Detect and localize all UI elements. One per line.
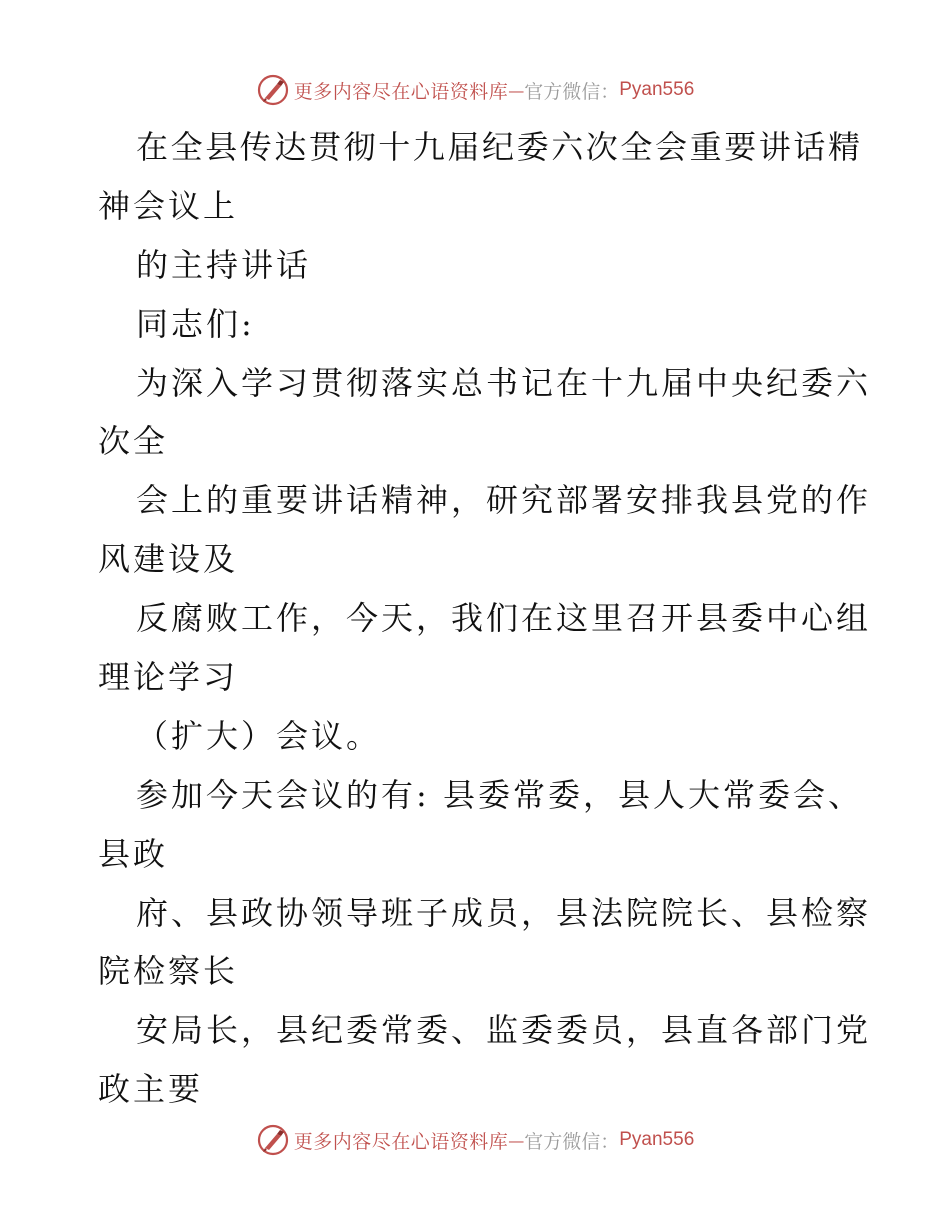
text-line: 参加今天会议的有: 县委常委，县人大常委会、 [136,775,863,814]
text-line: （扩大）会议。 [136,716,382,755]
pen-logo-icon [256,1123,290,1157]
wechat-id: Pyan556 [619,79,695,100]
text-line: 反腐败工作，今天，我们在这里召开县委中心组 [136,599,872,638]
promo-text: 更多内容尽在心语资料库 [293,1130,509,1153]
text-line: 神会议上 [98,186,239,225]
wechat-id: Pyan556 [619,1129,695,1150]
text-line: 在全县传达贯彻十九届纪委六次全会重要讲话精 [136,128,863,166]
text-line: 次全 [98,422,169,461]
text-line: 的主持讲话 [136,245,312,284]
text-line: 院检察长 [98,952,239,991]
header-banner [0,70,950,110]
wechat-label: 官方微信： [524,1130,620,1153]
text-line: 县政 [98,834,169,873]
document-body [98,118,872,1119]
wechat-label: 官方微信： [524,80,620,103]
text-line: 会上的重要讲话精神，研究部署安排我县党的作 [136,481,872,520]
text-line: 为深入学习贯彻落实总书记在十九届中央纪委六 [136,363,872,402]
promo-separator: — [508,80,525,100]
text-line: 政主要 [98,1070,204,1109]
promo-text: 更多内容尽在心语资料库 [293,80,509,103]
text-line: 安局长，县纪委常委、监委委员，县直各部门党 [136,1011,872,1050]
footer-banner [0,1120,950,1160]
promo-separator: — [508,1130,525,1150]
text-line: 府、县政协领导班子成员，县法院院长、县检察 [136,893,872,932]
pen-logo-icon [256,73,290,107]
text-line: 同志们: [136,304,255,343]
text-line: 风建设及 [98,540,239,579]
text-line: 理论学习 [98,658,239,697]
